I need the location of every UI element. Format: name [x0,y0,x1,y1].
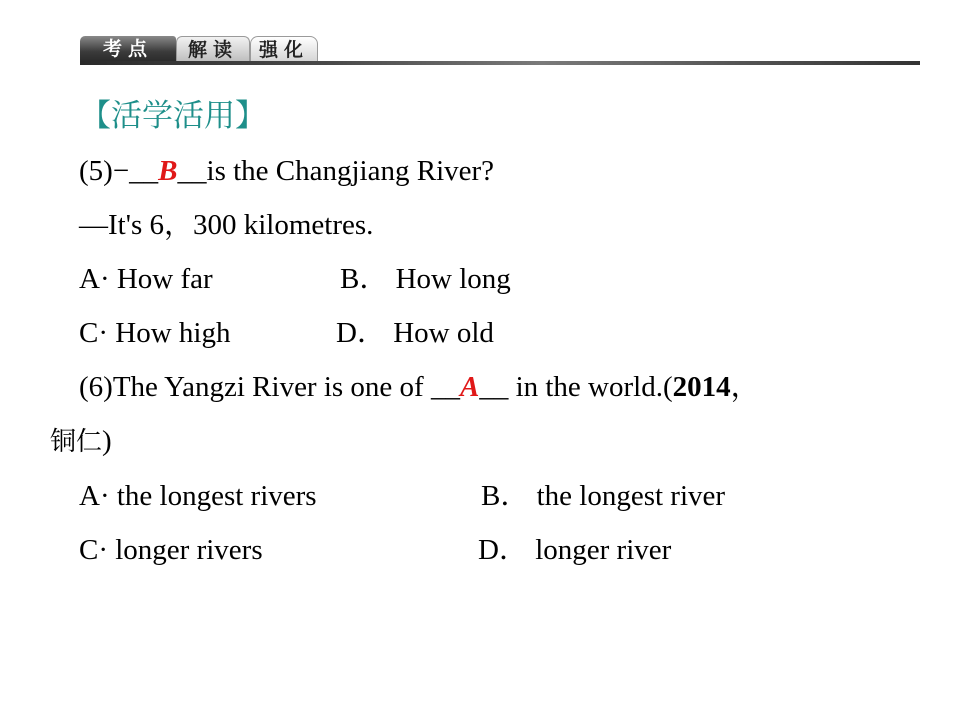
tab-qianghua[interactable]: 强化 [250,36,318,62]
q5-option-c [79,316,230,350]
q6-prefix: (6)The Yangzi River is one of __ [79,371,460,403]
q5-suffix: __is the Changjiang River? [177,155,495,187]
q6-option-d [478,533,671,567]
q5-prefix: (5)−__ [79,155,159,187]
option-label: B． [481,480,530,512]
option-label: B． [340,263,389,295]
q6-suffix: __ in the world.( [479,371,673,403]
q5-option-a [79,262,213,296]
option-text: the longest river [536,480,726,512]
question-6-source-line [50,424,112,459]
option-label: D． [478,534,528,566]
tab-kaodian[interactable]: 考点 [80,36,176,62]
option-label: C· [79,317,108,349]
option-text: How long [395,263,511,295]
option-label: A· [79,480,110,512]
header-tabs [80,36,920,64]
section-title: 【活学活用】 [80,98,266,134]
q6-source-place: 铜仁 [50,427,103,457]
option-text: How far [116,263,213,295]
tab-jiedu[interactable]: 解读 [176,36,250,62]
q5-option-d [336,316,494,350]
q6-option-c [79,533,263,567]
question-5-reply: —It's 6，300 kilometres. [79,209,374,241]
option-text: How high [115,317,231,349]
question-6-stem [79,370,760,404]
option-label: D． [336,317,386,349]
option-text: longer river [535,534,672,566]
option-text: longer rivers [115,534,263,566]
q5-option-b [340,262,511,296]
option-text: How old [393,317,494,349]
question-5-stem [79,154,494,188]
q6-option-b [481,479,725,513]
option-label: A· [79,263,110,295]
q6-source-sep: ， [730,371,760,403]
option-label: C· [79,534,108,566]
option-text: the longest rivers [116,480,317,512]
header-rule [80,61,920,65]
q5-answer: B [158,155,178,187]
q6-answer: A [459,371,480,403]
q6-source-close: ) [102,425,112,457]
q6-option-a [79,479,317,513]
q6-source-year: 2014 [672,371,731,403]
